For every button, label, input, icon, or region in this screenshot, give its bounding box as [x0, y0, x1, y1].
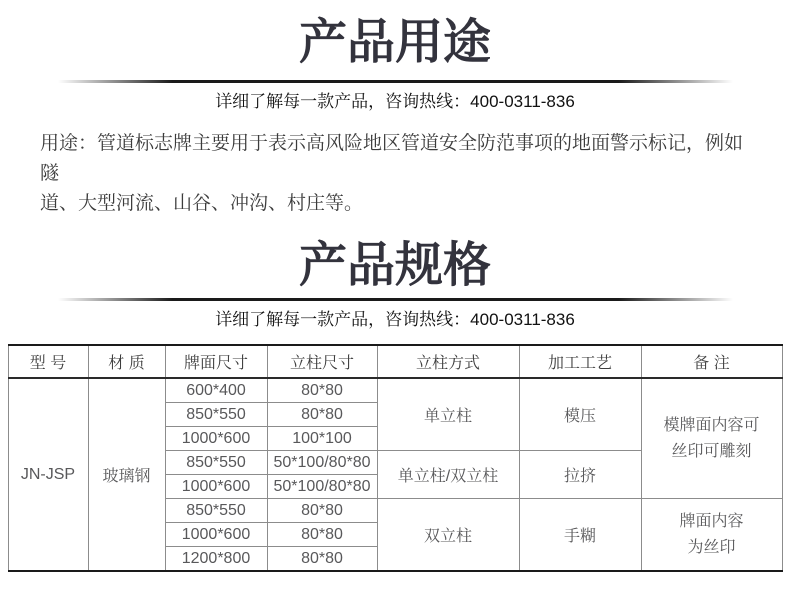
- cell-post-size: 80*80: [267, 403, 377, 427]
- cell-panel-size: 850*550: [165, 451, 267, 475]
- cell-panel-size: 600*400: [165, 378, 267, 403]
- cell-panel-size: 850*550: [165, 403, 267, 427]
- cell-model: JN-JSP: [8, 378, 88, 571]
- cell-panel-size: 1000*600: [165, 475, 267, 499]
- usage-paragraph-line-1: 用途：管道标志牌主要用于表示高风险地区管道安全防范事项的地面警示标记，例如隧: [40, 133, 744, 184]
- cell-post-size: 80*80: [267, 523, 377, 547]
- cell-remark: [641, 378, 782, 499]
- cell-panel-size: 850*550: [165, 499, 267, 523]
- spec-table-header-row: [8, 345, 782, 378]
- usage-title-divider: [58, 80, 733, 83]
- header-post-size: 立柱尺寸: [267, 345, 377, 378]
- header-panel-size: 牌面尺寸: [165, 345, 267, 378]
- usage-hotline-subtitle: 详细了解每一款产品，咨询热线：400-0311-836: [215, 92, 575, 111]
- header-material: 材 质: [88, 345, 165, 378]
- cell-craft: 拉挤: [519, 451, 641, 499]
- table-row: [8, 378, 782, 403]
- header-post-mode: 立柱方式: [377, 345, 519, 378]
- usage-paragraph: [40, 129, 758, 219]
- cell-post-size: 50*100/80*80: [267, 451, 377, 475]
- usage-title: 产品用途: [298, 16, 491, 69]
- specs-title: 产品规格: [298, 239, 491, 292]
- cell-craft: 模压: [519, 378, 641, 451]
- cell-panel-size: 1000*600: [165, 427, 267, 451]
- remark-line-2: 为丝印: [687, 538, 736, 556]
- cell-post-size: 80*80: [267, 499, 377, 523]
- header-remark: 备 注: [641, 345, 782, 378]
- cell-material: 玻璃钢: [88, 378, 165, 571]
- specs-hotline-subtitle: 详细了解每一款产品，咨询热线：400-0311-836: [215, 310, 575, 329]
- cell-post-size: 100*100: [267, 427, 377, 451]
- cell-post-mode: 单立柱: [377, 378, 519, 451]
- header-craft: 加工工艺: [519, 345, 641, 378]
- cell-post-size: 80*80: [267, 547, 377, 572]
- cell-remark: [641, 499, 782, 572]
- cell-post-mode: 双立柱: [377, 499, 519, 572]
- usage-paragraph-line-2: 道、大型河流、山谷、冲沟、村庄等。: [40, 193, 364, 214]
- remark-line-2: 丝印可雕刻: [671, 442, 752, 460]
- cell-post-size: 50*100/80*80: [267, 475, 377, 499]
- cell-post-size: 80*80: [267, 378, 377, 403]
- remark-line-1: 牌面内容: [679, 512, 744, 530]
- remark-line-1: 模牌面内容可: [663, 416, 760, 434]
- cell-panel-size: 1200*800: [165, 547, 267, 572]
- section-product-usage: [0, 16, 790, 219]
- spec-table: [8, 344, 783, 572]
- cell-panel-size: 1000*600: [165, 523, 267, 547]
- section-product-specs: [0, 239, 790, 572]
- header-model: 型 号: [8, 345, 88, 378]
- cell-craft: 手糊: [519, 499, 641, 572]
- cell-post-mode: 单立柱/双立柱: [377, 451, 519, 499]
- specs-title-divider: [58, 298, 733, 301]
